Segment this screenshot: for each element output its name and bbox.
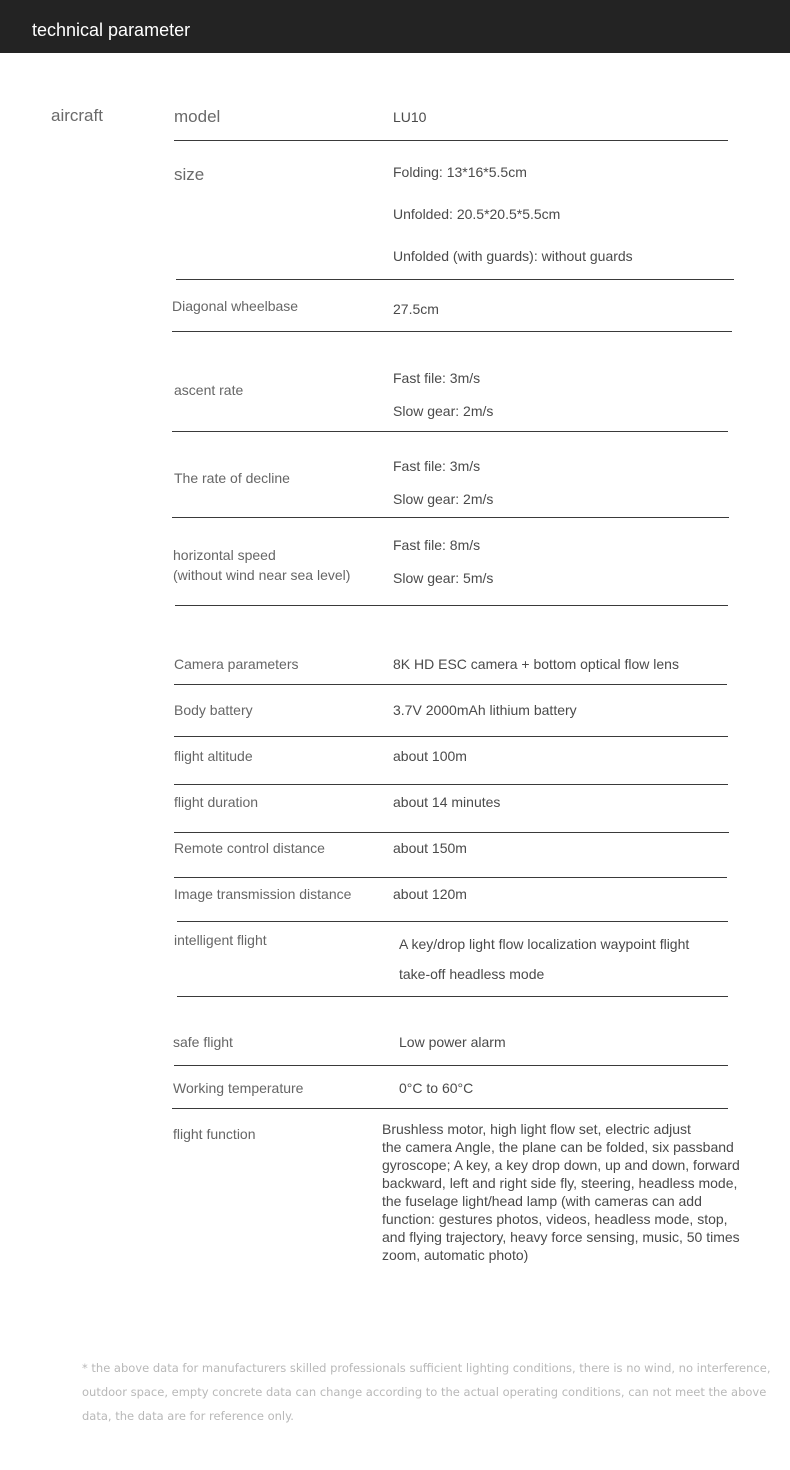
footnote-line: data, the data are for reference only. <box>82 1409 294 1423</box>
function-line: gyroscope; A key, a key drop down, up and down, forward <box>382 1157 740 1173</box>
header-bar <box>0 0 790 53</box>
row-value-remote: about 150m <box>393 840 467 856</box>
row-value-altitude: about 100m <box>393 748 467 764</box>
function-line: and flying trajectory, heavy force sensing, music, 50 times <box>382 1229 740 1245</box>
row-value-intelligent-2: take-off headless mode <box>399 966 545 982</box>
function-line: the camera Angle, the plane can be folded, six passband <box>382 1139 734 1155</box>
row-label-ascent: ascent rate <box>174 382 244 398</box>
row-label-duration: flight duration <box>174 794 259 810</box>
row-label-horizontal: horizontal speed <box>173 547 276 563</box>
divider <box>172 1108 728 1109</box>
page-title: technical parameter <box>32 20 191 40</box>
section-label-aircraft: aircraft <box>51 106 103 125</box>
divider <box>176 279 734 280</box>
divider <box>177 921 728 922</box>
row-label-intelligent: intelligent flight <box>174 932 267 948</box>
row-label-model: model <box>174 107 221 126</box>
row-value-intelligent-1: A key/drop light flow localization waypoint flight <box>399 936 690 952</box>
row-value-horizontal-slow: Slow gear: 5m/s <box>393 570 494 586</box>
function-line: backward, left and right side fly, steering, headless mode, <box>382 1175 738 1191</box>
divider <box>172 517 729 518</box>
row-label-temperature: Working temperature <box>173 1080 304 1096</box>
divider <box>174 684 727 685</box>
row-value-decline-fast: Fast file: 3m/s <box>393 458 481 474</box>
row-value-horizontal-fast: Fast file: 8m/s <box>393 537 481 553</box>
row-value-safe: Low power alarm <box>399 1034 506 1050</box>
divider <box>174 140 728 141</box>
row-value-function <box>382 1120 762 1264</box>
divider <box>174 832 729 833</box>
divider <box>174 1065 728 1066</box>
row-label-size: size <box>174 165 205 184</box>
row-label-function: flight function <box>173 1126 256 1142</box>
row-label-decline: The rate of decline <box>174 470 290 486</box>
row-value-battery: 3.7V 2000mAh lithium battery <box>393 702 577 718</box>
row-value-ascent-slow: Slow gear: 2m/s <box>393 403 494 419</box>
footnote-line: outdoor space, empty concrete data can change according to the actual operating conditions, can not meet the above <box>82 1385 767 1399</box>
function-line: function: gestures photos, videos, headless mode, stop, <box>382 1211 728 1227</box>
row-value-model: LU10 <box>393 109 427 125</box>
row-value-duration: about 14 minutes <box>393 794 501 810</box>
row-label-horizontal-note: (without wind near sea level) <box>173 567 351 583</box>
row-value-image-transmission: about 120m <box>393 886 467 902</box>
row-label-camera: Camera parameters <box>174 656 299 672</box>
divider <box>177 996 728 997</box>
row-value-decline-slow: Slow gear: 2m/s <box>393 491 494 507</box>
divider <box>174 784 728 785</box>
row-value-temperature: 0°C to 60°C <box>399 1080 474 1096</box>
row-value-size-guards: Unfolded (with guards): without guards <box>393 248 633 264</box>
row-label-remote: Remote control distance <box>174 840 325 856</box>
row-value-camera: 8K HD ESC camera + bottom optical flow lens <box>393 656 679 672</box>
row-value-ascent-fast: Fast file: 3m/s <box>393 370 481 386</box>
row-label-altitude: flight altitude <box>174 748 253 764</box>
row-value-size-folding: Folding: 13*16*5.5cm <box>393 164 527 180</box>
row-label-wheelbase: Diagonal wheelbase <box>172 298 299 314</box>
row-label-safe: safe flight <box>173 1034 233 1050</box>
footnote-line: * the above data for manufacturers skilled professionals sufficient lighting conditions, there is no wind, no interference, <box>82 1361 771 1375</box>
divider <box>172 331 732 332</box>
row-label-image-transmission: Image transmission distance <box>174 886 352 902</box>
function-line: zoom, automatic photo) <box>382 1247 529 1263</box>
row-value-size-unfolded: Unfolded: 20.5*20.5*5.5cm <box>393 206 561 222</box>
divider <box>174 736 728 737</box>
row-label-battery: Body battery <box>174 702 253 718</box>
footnote <box>82 1356 771 1428</box>
row-value-wheelbase: 27.5cm <box>393 301 439 317</box>
function-line: Brushless motor, high light flow set, electric adjust <box>382 1121 691 1137</box>
divider <box>172 431 728 432</box>
divider <box>175 605 728 606</box>
function-line: the fuselage light/head lamp (with cameras can add <box>382 1193 702 1209</box>
divider <box>174 877 727 878</box>
